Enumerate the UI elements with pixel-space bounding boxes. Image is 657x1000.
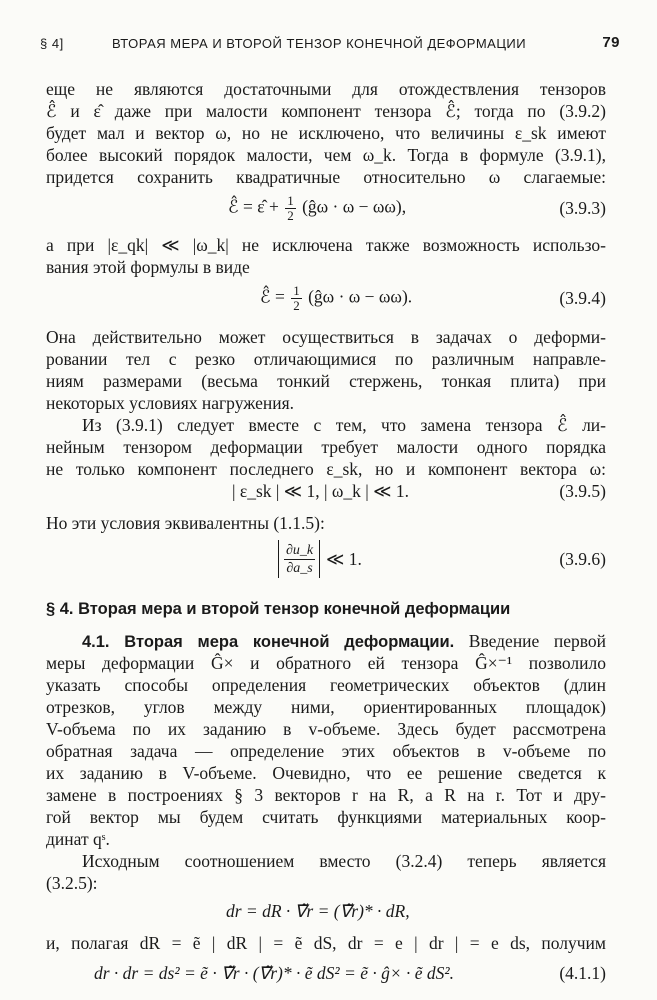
para3-line: некоторых условиях нагружения. (46, 393, 294, 413)
eq393-rhs: (ĝω · ω − ωω), (302, 196, 407, 217)
section-heading: § 4. Вторая мера и второй тензор конечной деформации (46, 600, 511, 618)
eq393-frac-den: 2 (287, 208, 294, 223)
subsection-title: 4.1. Вторая мера конечной деформации. (82, 633, 455, 651)
subsection-line: указать способы определения геометрических объектов (длин (46, 675, 606, 695)
equation-dr: dr = dR · ∇̃r = (∇̃r)* · dR, (226, 901, 410, 921)
para3-line: ровании тел с резко отличающимися по различным направле- (46, 349, 606, 369)
eq395-number: (3.9.5) (559, 481, 606, 501)
subsection-line: динат qˢ. (46, 829, 110, 849)
para1-line: более высокий порядок малости, чем ω_k. Тогда в формуле (3.9.1), (46, 145, 606, 165)
eq411-number: (4.1.1) (559, 963, 606, 983)
equation-4-1-1: dr · dr = ds² = ẽ · ∇̃r · (∇̃r)* · ẽ dS² = ẽ · ĝ× · ẽ dS². (94, 963, 455, 983)
para6-line: (3.2.5): (46, 873, 98, 893)
eq393-number: (3.9.3) (559, 198, 606, 218)
subsection-line: меры деформации Ĝ× и обратного ей тензора Ĝ×⁻¹ позволило (46, 653, 606, 673)
para4-line: нейным тензором деформации требует малости одного порядка (46, 437, 606, 457)
subsection-first-line (82, 630, 606, 653)
para5-line: Но эти условия эквивалентны (1.1.5): (46, 513, 325, 533)
para7-line: и, полагая dR = ẽ | dR | = ẽ dS, dr = e | dr | = e ds, получим (46, 933, 606, 953)
equation-3-9-4 (260, 284, 412, 313)
subsection-line: V-объема по их заданию в v-объеме. Здесь будет рассмотрена (46, 719, 606, 739)
para2-line: вания этой формулы в виде (46, 257, 250, 277)
subsection-line: Введение первой (468, 631, 606, 651)
eq394-lhs: ℰ̂ = (260, 286, 285, 307)
para3-line: Она действительно может осуществиться в задачах о деформи- (46, 327, 606, 347)
eq394-number: (3.9.4) (559, 288, 606, 308)
eq394-rhs: (ĝω · ω − ωω). (308, 286, 413, 307)
subsection-line: их заданию в V-объеме. Очевидно, что ее решение сведется к (46, 763, 606, 783)
eq394-fraction (291, 284, 302, 313)
eq394-frac-den: 2 (293, 298, 300, 313)
eq393-frac-num: 1 (287, 193, 294, 208)
eq396-rhs: ≪ 1. (326, 549, 362, 569)
eq396-frac-num: ∂u_k (286, 543, 314, 558)
para1-line: ℰ̂ и ε̂ даже при малости компонент тензора ℰ̂; тогда по (3.9.2) (46, 101, 606, 121)
subsection-line: гой вектор мы будем считать функциями материальных коор- (46, 807, 606, 827)
para1-line: придется сохранить квадратичные относительно ω слагаемые: (46, 167, 606, 187)
eq396-number: (3.9.6) (559, 549, 606, 569)
eq393-fraction (285, 194, 296, 223)
para2-line: а при |ε_qk| ≪ |ω_k| не исключена также возможность использо- (46, 235, 606, 255)
eq394-frac-num: 1 (293, 283, 300, 298)
eq396-fraction (284, 542, 315, 577)
para1-line: еще не являются достаточными для отождествления тензоров (46, 79, 606, 99)
subsection-line: отрезков, углов между ними, ориентированных площадок) (46, 697, 606, 717)
subsection-line: замене в построениях § 3 векторов r на R, а R на r. Тот и дру- (46, 785, 606, 805)
equation-3-9-5: | ε_sk | ≪ 1, | ω_k | ≪ 1. (232, 481, 409, 501)
para1-line: будет мал и вектор ω, но не исключено, что величины ε_sk имеют (46, 123, 606, 143)
subsection-line: обратная задача — определение этих объектов в v-объеме по (46, 741, 606, 761)
equation-3-9-3 (228, 194, 406, 223)
page-number: 79 (602, 34, 620, 51)
header-section: § 4] (40, 36, 64, 51)
eq393-lhs: ℰ̂ = ε̂ + (228, 196, 279, 217)
running-header (40, 34, 620, 54)
eq396-frac-den: ∂a_s (286, 561, 313, 576)
para3-line: ниям размерами (весьма тонкий стержень, тонкая плита) при (46, 371, 606, 391)
para4-line: Из (3.9.1) следует вместе с тем, что замена тензора ℰ̂ ли- (82, 415, 606, 435)
header-title: ВТОРАЯ МЕРА И ВТОРОЙ ТЕНЗОР КОНЕЧНОЙ ДЕФОРМАЦИИ (112, 36, 527, 51)
para4-line: не только компонент последнего ε_sk, но и компонент вектора ω: (46, 459, 606, 479)
para6-line: Исходным соотношением вместо (3.2.4) теперь является (82, 851, 606, 871)
